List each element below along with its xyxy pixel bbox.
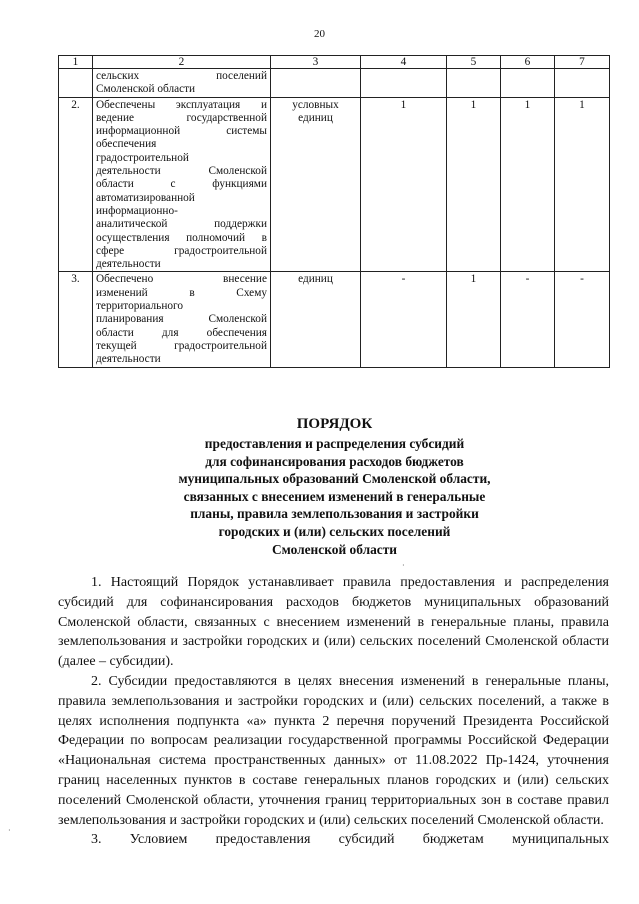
- row-value: 1: [447, 272, 501, 367]
- title-line: муниципальных образований Смоленской области,: [178, 471, 491, 487]
- paragraph: 1. Настоящий Порядок устанавливает правила предоставления и распределения субсидий для софинансирования расходов бюджетов муниципальных образований Смоленской области, связанных с внесением изменений в генеральные планы, правила землепользования и застройки городских и (или) сельских поселений Смоленской области (далее – субсидии).: [58, 575, 609, 670]
- row-value: -: [361, 272, 447, 367]
- page-number: 20: [314, 28, 325, 40]
- table-header-row: [59, 56, 610, 69]
- table-row: [59, 272, 610, 367]
- indicators-table: [58, 55, 610, 368]
- paragraph: 3. Условием предоставления субсидий бюджетам муниципальных: [91, 832, 609, 848]
- row-value: -: [555, 272, 610, 367]
- row-description: Обеспечены эксплуатация и ведение государственной информационной системы обеспечения градостроительной деятельности Смоленской области с функциями автоматизированной информационно- аналитической поддержки осуществления полномочий в сфере градостроительной деятельности: [93, 97, 271, 272]
- column-header: 2: [93, 56, 271, 69]
- column-header: 4: [361, 56, 447, 69]
- title-line: для софинансирования расходов бюджетов: [205, 453, 464, 469]
- row-unit: единиц: [271, 272, 361, 367]
- document-body: [58, 573, 609, 850]
- table-row-continuation: [59, 69, 610, 98]
- scan-speck: ·: [8, 826, 11, 835]
- title-line: планы, правила землепользования и застройки: [190, 506, 479, 522]
- title-line: связанных с внесением изменений в генеральные: [183, 488, 486, 504]
- paragraph: 2. Субсидии предоставляются в целях внесения изменений в генеральные планы, правила землепользования и застройки городских и (или) сельских поселений, а также в целях исполнения подпункта «а» пункта 2 перечня поручений Президента Российской Федерации по вопросам реализации государственной программы Российской Федерации «Национальная система пространственных данных» от 11.08.2022 Пр-1424, уточнения границ населенных пунктов в составе генеральных планов городских и (или) сельских поселений Смоленской области, уточнения границ территориальных зон в составе правил землепользования и застройки городских и (или) сельских поселений Смоленской области.: [58, 673, 609, 828]
- column-header: 1: [59, 56, 93, 69]
- column-header: 7: [555, 56, 610, 69]
- row-value: 1: [361, 97, 447, 272]
- column-header: 5: [447, 56, 501, 69]
- row-number: 2.: [59, 97, 93, 272]
- row-unit: условных единиц: [271, 97, 361, 272]
- scan-speck: ·: [402, 561, 405, 570]
- title-line: Смоленской области: [271, 541, 398, 557]
- row-description: Обеспечено внесение изменений в Схему территориального планирования Смоленской области для обеспечения текущей градостроительной деятельности: [93, 272, 271, 367]
- row-value: 1: [447, 97, 501, 272]
- column-header: 3: [271, 56, 361, 69]
- title-heading: ПОРЯДОК: [296, 416, 373, 432]
- row-number: 3.: [59, 272, 93, 367]
- title-line: предоставления и распределения субсидий: [204, 436, 465, 451]
- table-row: [59, 97, 610, 272]
- row-value: -: [501, 272, 555, 367]
- row-value: 1: [555, 97, 610, 272]
- row-description: сельских поселений Смоленской области: [93, 69, 271, 98]
- title-line: городских и (или) сельских поселений: [218, 523, 451, 539]
- column-header: 6: [501, 56, 555, 69]
- row-value: 1: [501, 97, 555, 272]
- document-title: [60, 415, 609, 558]
